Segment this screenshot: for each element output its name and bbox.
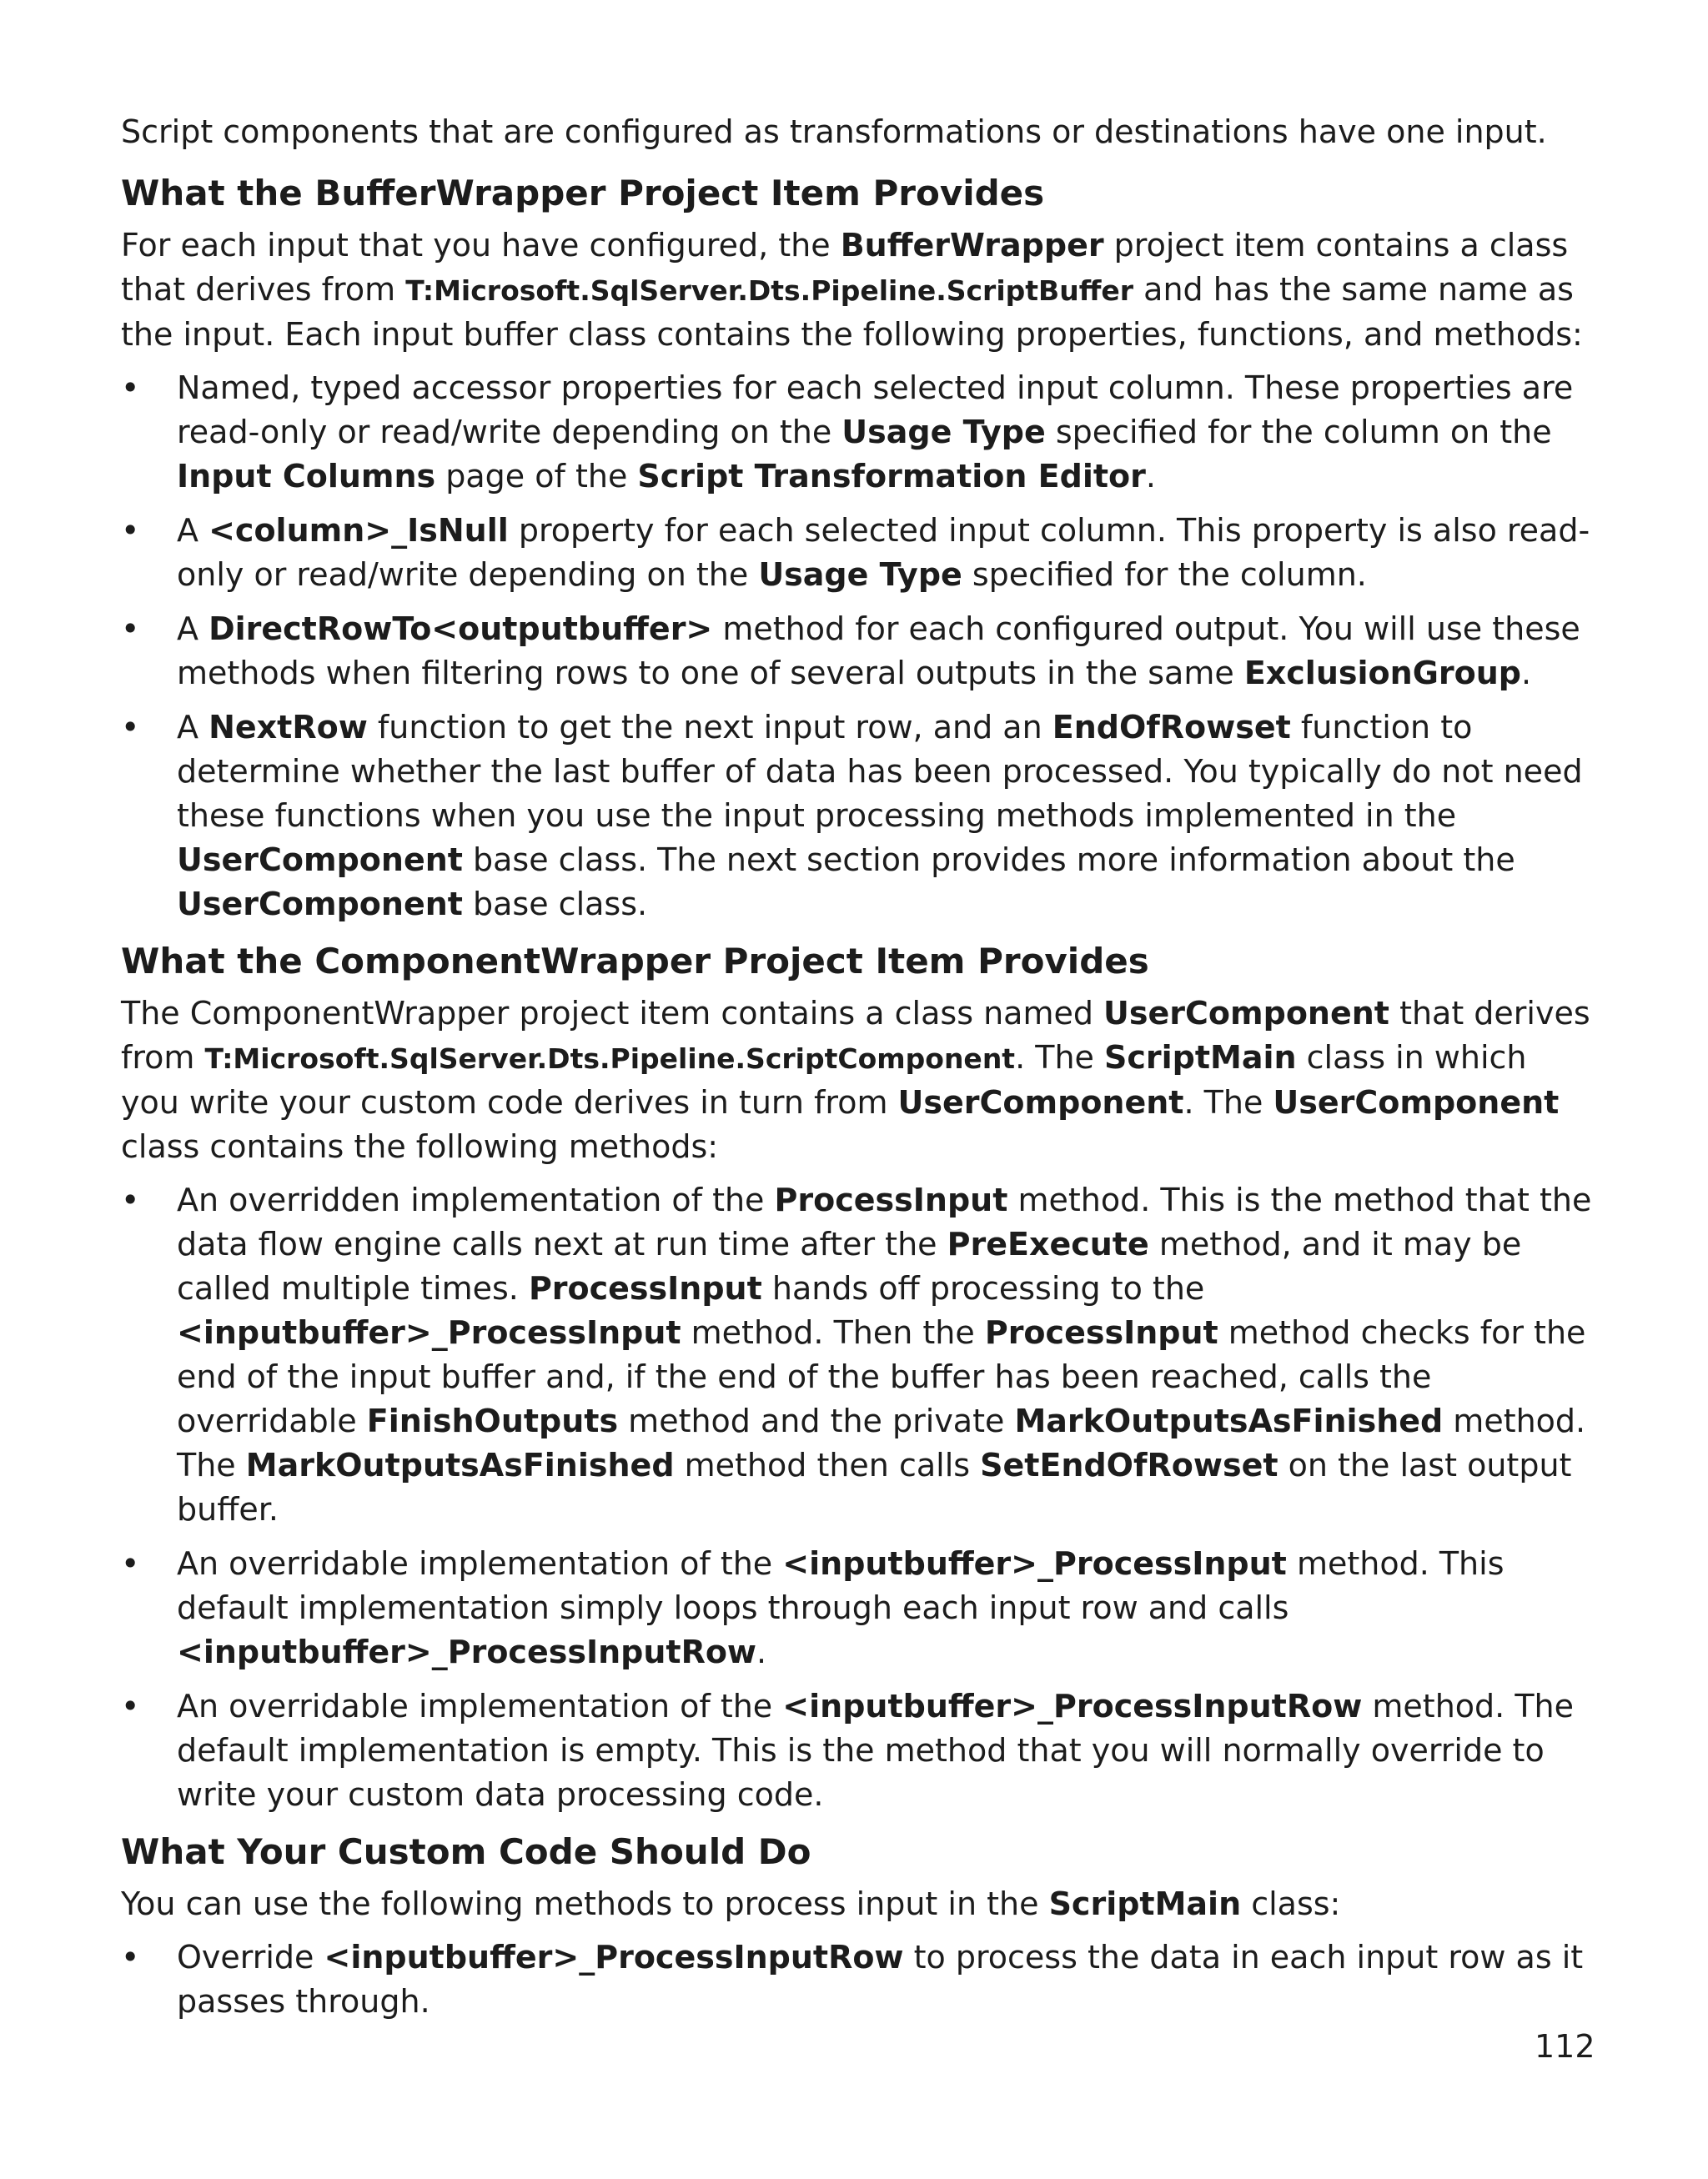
- page-content: [121, 110, 1593, 2024]
- section-heading-componentwrapper: What the ComponentWrapper Project Item Provides: [121, 941, 1149, 982]
- componentwrapper-paragraph: The ComponentWrapper project item contains a class named UserComponent that derives from T:Microsoft.SqlServer.Dts.Pipeline.ScriptComponent. The ScriptMain class in which you write your custom code derives in turn from UserComponent. The UserComponent class contains the following methods:: [121, 995, 1590, 1165]
- bufferwrapper-paragraph: For each input that you have configured, the BufferWrapper project item contains a class that derives from T:Microsoft.SqlServer.Dts.Pipeline.ScriptBuffer and has the same name as the input. Each input buffer class contains the following properties, functions, and methods:: [121, 227, 1583, 353]
- bufferwrapper-bullet-list: [121, 366, 1593, 926]
- list-item: • Named, typed accessor properties for each selected input column. These properties are read-only or read/write depending on the Usage Type specified for the column on the Input Columns page of the Script Transformation Editor.: [121, 366, 1593, 499]
- list-item: • An overridable implementation of the <inputbuffer>_ProcessInputRow method. The default implementation is empty. This is the method that you will normally override to write your custom data processing code.: [121, 1684, 1593, 1817]
- custom-code-bullet-list: [121, 1935, 1593, 2024]
- list-item: • A DirectRowTo<outputbuffer> method for each configured output. You will use these methods when filtering rows to one of several outputs in the same ExclusionGroup.: [121, 607, 1593, 695]
- section-heading-bufferwrapper: What the BufferWrapper Project Item Provides: [121, 173, 1045, 213]
- intro-paragraph: Script components that are configured as transformations or destinations have one input.: [121, 113, 1547, 150]
- componentwrapper-bullet-list: [121, 1178, 1593, 1817]
- page-number: 112: [1535, 2028, 1595, 2065]
- list-item: • A <column>_IsNull property for each selected input column. This property is also read-only or read/write depending on the Usage Type specified for the column.: [121, 509, 1593, 597]
- list-item: • Override <inputbuffer>_ProcessInputRow to process the data in each input row as it passes through.: [121, 1935, 1593, 2024]
- list-item: • A NextRow function to get the next input row, and an EndOfRowset function to determine whether the last buffer of data has been processed. You typically do not need these functions when you use the input processing methods implemented in the UserComponent base class. The next section provides more information about the UserComponent base class.: [121, 705, 1593, 926]
- custom-code-paragraph: You can use the following methods to process input in the ScriptMain class:: [121, 1885, 1341, 1922]
- list-item: • An overridden implementation of the ProcessInput method. This is the method that the data flow engine calls next at run time after the PreExecute method, and it may be called multiple times. ProcessInput hands off processing to the <inputbuffer>_ProcessInput method. Then the ProcessInput method checks for the end of the input buffer and, if the end of the buffer has been reached, calls the overridable FinishOutputs method and the private MarkOutputsAsFinished method. The MarkOutputsAsFinished method then calls SetEndOfRowset on the last output buffer.: [121, 1178, 1593, 1532]
- section-heading-custom-code: What Your Custom Code Should Do: [121, 1831, 811, 1872]
- list-item: • An overridable implementation of the <inputbuffer>_ProcessInput method. This default implementation simply loops through each input row and calls <inputbuffer>_ProcessInputRow.: [121, 1542, 1593, 1674]
